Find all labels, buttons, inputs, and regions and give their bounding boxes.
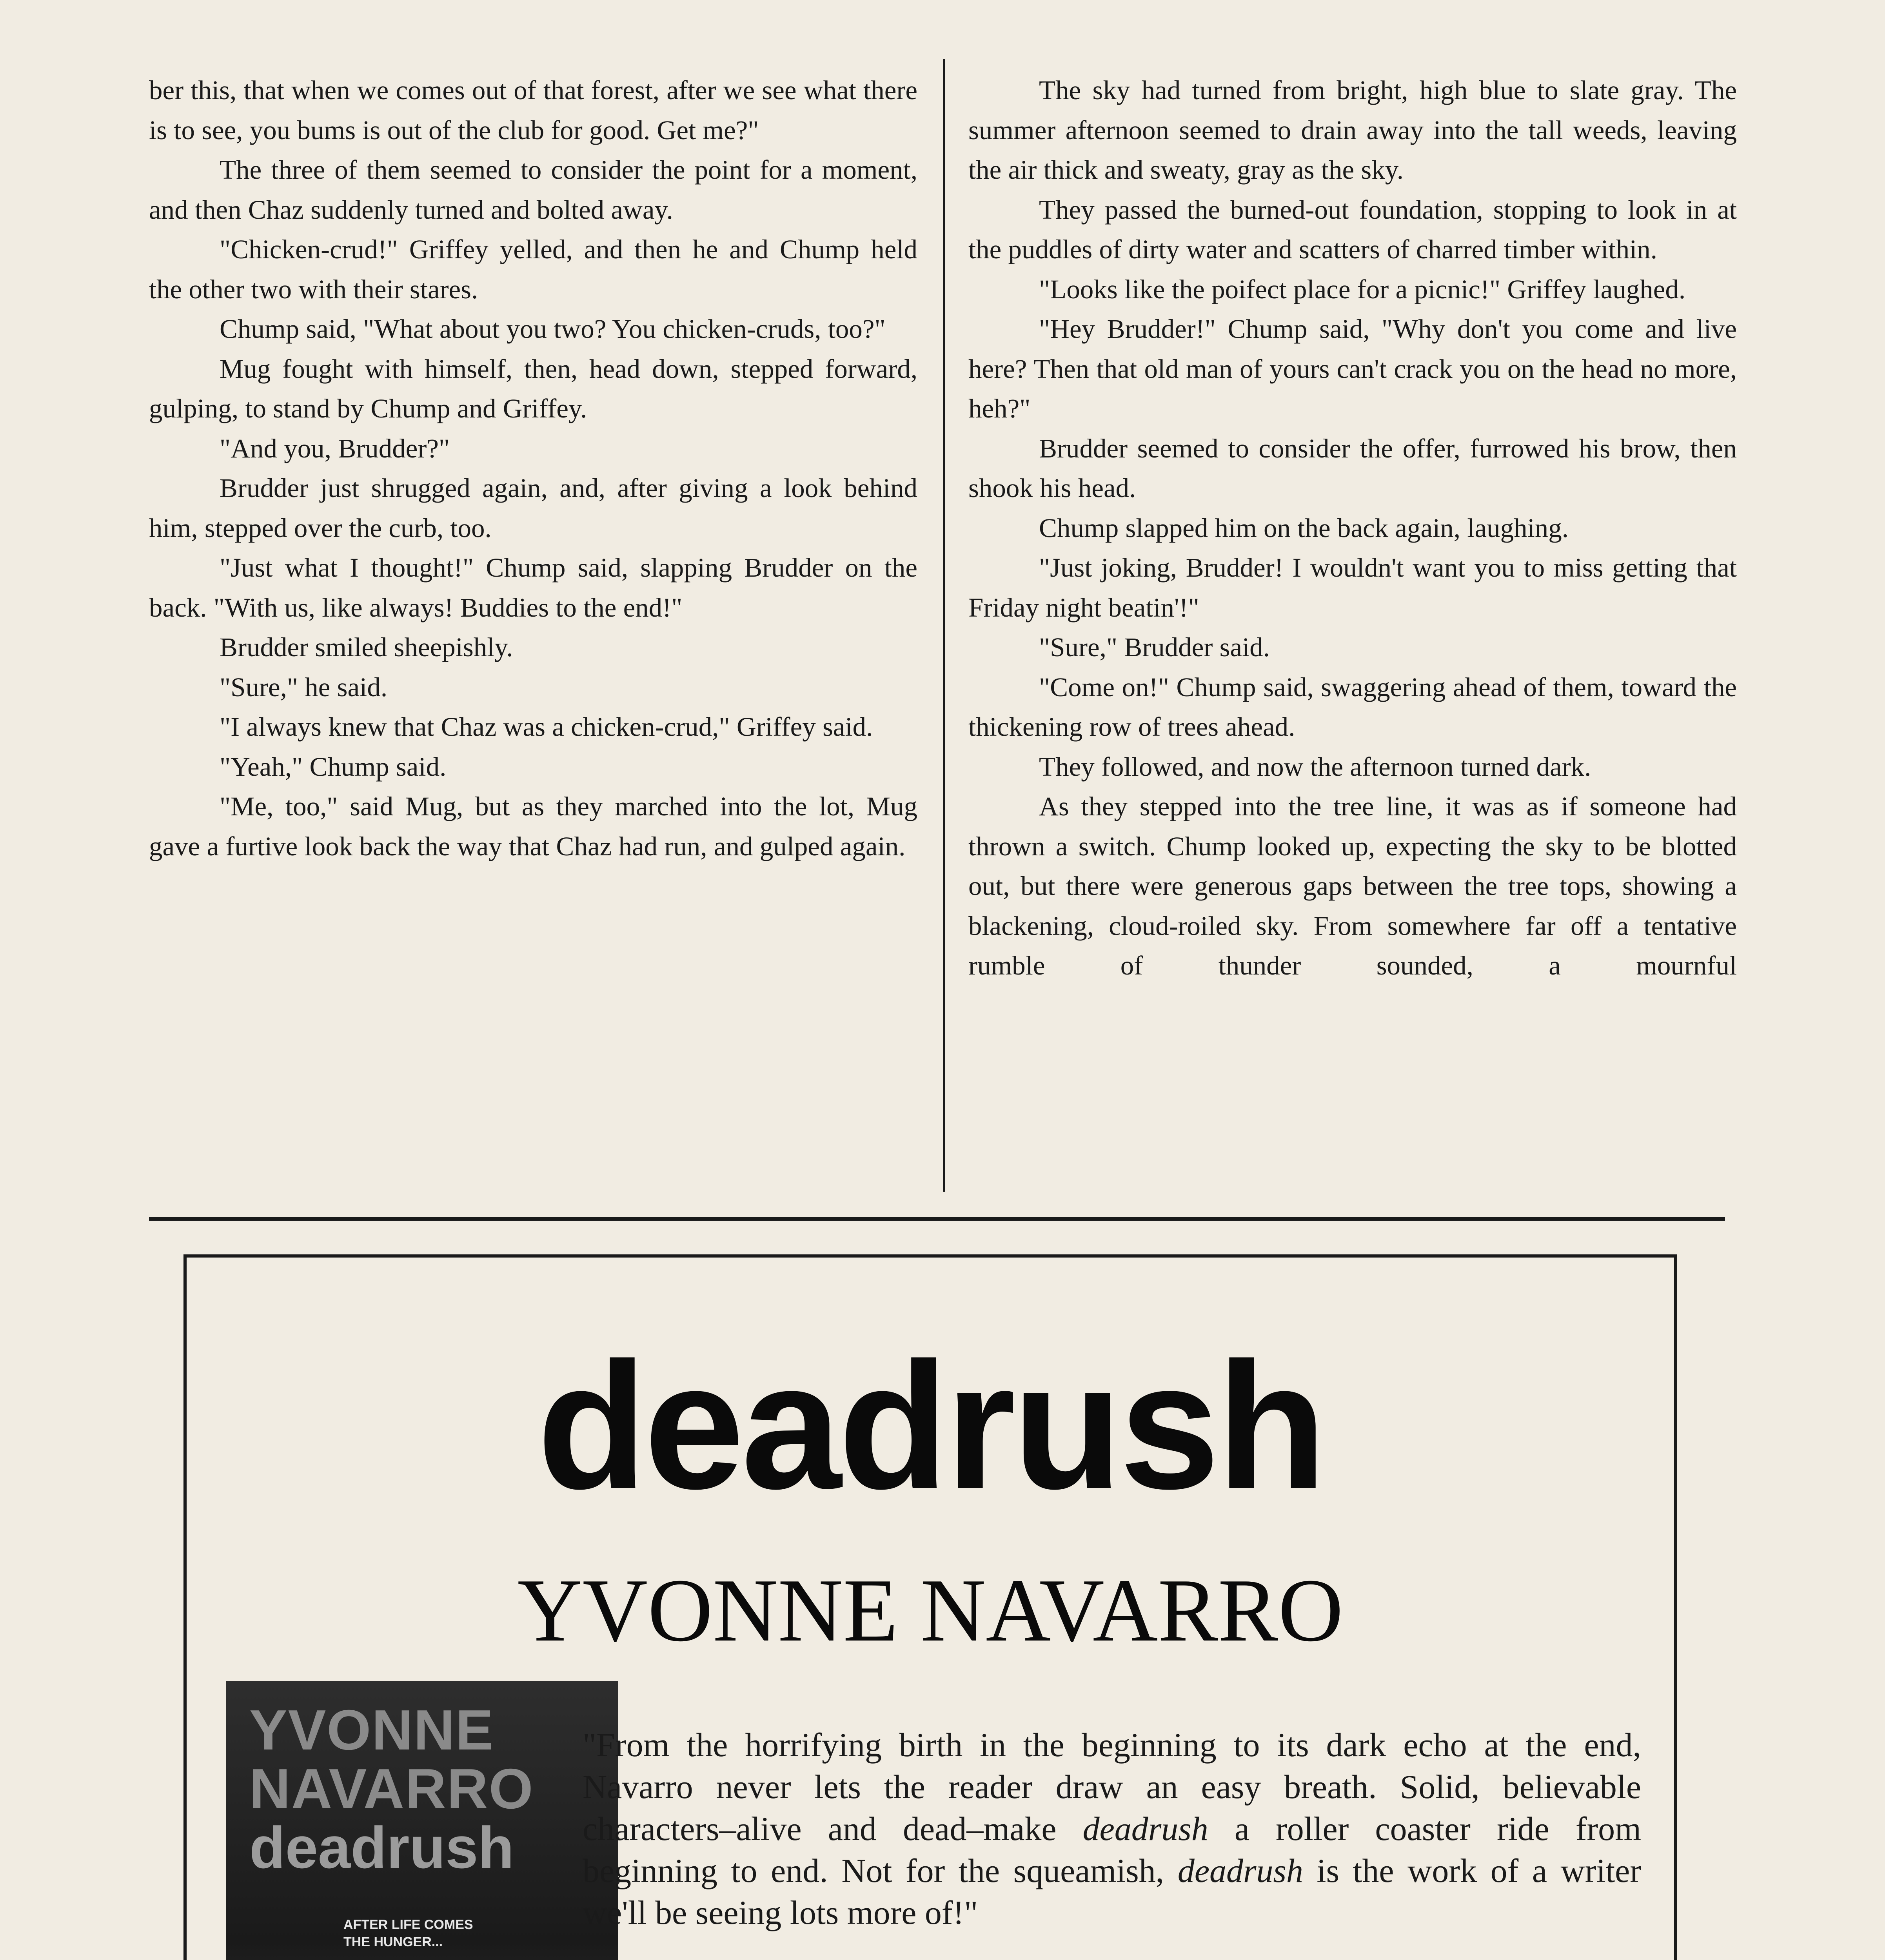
story-paragraph: ber this, that when we comes out of that forest, after we see what there is to see, you bums is out of the club for good. Get me?" — [149, 75, 917, 145]
story-paragraph: The three of them seemed to consider the point for a moment, and then Chaz suddenly turned and bolted away. — [149, 155, 917, 225]
story-paragraph: Brudder just shrugged again, and, after giving a look behind him, stepped over the curb, too. — [149, 473, 917, 543]
section-rule — [149, 1217, 1725, 1221]
blurb-title-italic: deadrush — [1082, 1810, 1208, 1847]
book-advertisement — [183, 1254, 1677, 1960]
cover-author-name — [249, 1700, 618, 1818]
story-paragraph: Chump said, "What about you two? You chicken-cruds, too?" — [220, 314, 886, 344]
story-paragraph: "Just joking, Brudder! I wouldn't want you to miss getting that Friday night beatin'!" — [968, 553, 1737, 622]
cover-tagline-line: AFTER LIFE COMES — [343, 1917, 473, 1932]
story-paragraph: They followed, and now the afternoon turned dark. — [1039, 751, 1591, 782]
story-column-left — [149, 71, 917, 866]
story-paragraph: As they stepped into the tree line, it was as if someone had thrown a switch. Chump looked up, expecting the sky to be blotted out, but there were generous gaps between the tree tops, showing a blackening, cloud-roiled sky. From somewhere far off a tentative rumble of thunder sounded, a mournful — [968, 791, 1737, 980]
story-paragraph: "Me, too," said Mug, but as they marched into the lot, Mug gave a furtive look back the way that Chaz had run, and gulped again. — [149, 791, 917, 861]
story-paragraph: Chump slapped him on the back again, laughing. — [1039, 513, 1569, 543]
story-paragraph: Brudder seemed to consider the offer, furrowed his brow, then shook his head. — [968, 433, 1737, 503]
cover-author-line: YVONNE — [249, 1698, 494, 1762]
story-paragraph: Mug fought with himself, then, head down, stepped forward, gulping, to stand by Chump and Griffey. — [149, 354, 917, 423]
story-paragraph: "Just what I thought!" Chump said, slapping Brudder on the back. "With us, like always! Buddies to the end!" — [149, 553, 917, 622]
story-paragraph: "I always knew that Chaz was a chicken-crud," Griffey said. — [220, 712, 873, 742]
story-paragraph: "Looks like the poifect place for a picnic!" Griffey laughed. — [1039, 274, 1686, 304]
cover-tagline — [343, 1916, 539, 1951]
cover-tagline-line: THE HUNGER... — [343, 1935, 443, 1949]
story-column-right — [968, 71, 1737, 986]
blurb-text: "From the horrifying birth in the beginning to its dark echo at the end, Navarro never lets the reader draw an easy breath. Solid, believable characters–alive and dead–make — [583, 1726, 1641, 1847]
cover-author-line: NAVARRO — [249, 1757, 534, 1820]
blurb-text: a roller coaster ride from beginning to end. Not for the squeamish, — [583, 1810, 1641, 1889]
story-paragraph: "Chicken-crud!" Griffey yelled, and then he and Chump held the other two with their stares. — [149, 234, 917, 304]
story-paragraph: "Sure," he said. — [220, 672, 388, 702]
cover-title: deadrush — [249, 1815, 514, 1880]
story-paragraph: "Sure," Brudder said. — [1039, 632, 1270, 662]
story-paragraph: "Come on!" Chump said, swaggering ahead of them, toward the thickening row of trees ahead. — [968, 672, 1737, 742]
book-cover-image — [226, 1681, 618, 1960]
column-divider — [943, 59, 945, 1192]
ad-title: deadrush — [537, 1325, 1324, 1526]
story-paragraph: "And you, Brudder?" — [220, 433, 450, 463]
ad-author: YVONNE NAVARRO — [517, 1560, 1344, 1660]
blurb-title-italic: deadrush — [1177, 1852, 1303, 1889]
story-paragraph: The sky had turned from bright, high blue to slate gray. The summer afternoon seemed to drain away into the tall weeds, leaving the air thick and sweaty, gray as the sky. — [968, 75, 1737, 185]
story-paragraph: "Hey Brudder!" Chump said, "Why don't you come and live here? Then that old man of yours can't crack you on the head no more, heh?" — [968, 314, 1737, 423]
story-paragraph: "Yeah," Chump said. — [220, 751, 447, 782]
story-paragraph: Brudder smiled sheepishly. — [220, 632, 513, 662]
blurb-brandner — [583, 1724, 1641, 1934]
blurb-text: is the work of a writer we'll be seeing lots more of!" — [583, 1852, 1641, 1931]
story-paragraph: They passed the burned-out foundation, stopping to look in at the puddles of dirty water and scatters of charred timber within. — [968, 194, 1737, 264]
